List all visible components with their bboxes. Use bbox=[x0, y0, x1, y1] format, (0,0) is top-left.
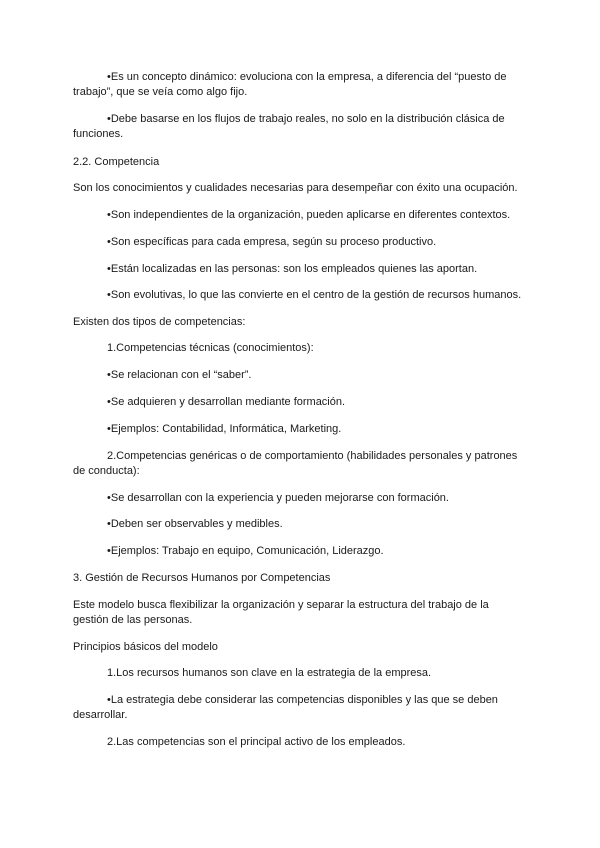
bullet-strategy: •La estrategia debe considerar las competencias disponibles y las que se deben desarrollar. bbox=[73, 694, 498, 721]
bullet-evolutive: •Son evolutivas, lo que las convierte en el centro de la gestión de recursos humanos. bbox=[107, 289, 522, 301]
bullet-formacion: •Se adquieren y desarrollan mediante formación. bbox=[107, 396, 346, 408]
list-item-generic-competencies: 2.Competencias genéricas o de comportamiento (habilidades personales y patrones de conducta): bbox=[73, 450, 518, 477]
list-item-principle-2: 2.Las competencias son el principal activo de los empleados. bbox=[107, 736, 406, 748]
bullet-real-workflows: •Debe basarse en los flujos de trabajo reales, no solo en la distribución clásica de funciones. bbox=[73, 113, 505, 140]
list-item-principle-1: 1.Los recursos humanos son clave en la estrategia de la empresa. bbox=[107, 667, 432, 679]
bullet-dynamic-concept: •Es un concepto dinámico: evoluciona con la empresa, a diferencia del “puesto de trabajo”, que se veía como algo fijo. bbox=[73, 71, 507, 98]
bullet-examples-technical: •Ejemplos: Contabilidad, Informática, Marketing. bbox=[107, 423, 342, 435]
section-heading-competencia: 2.2. Competencia bbox=[73, 156, 160, 168]
bullet-located-in-people: •Están localizadas en las personas: son los empleados quienes las aportan. bbox=[107, 263, 478, 275]
section-heading-gestion: 3. Gestión de Recursos Humanos por Competencias bbox=[73, 572, 331, 584]
paragraph-competencia-definition: Son los conocimientos y cualidades necesarias para desempeñar con éxito una ocupación. bbox=[73, 182, 518, 194]
paragraph-two-types: Existen dos tipos de competencias: bbox=[73, 316, 246, 328]
bullet-saber: •Se relacionan con el “saber”. bbox=[107, 369, 252, 381]
paragraph-model-description: Este modelo busca flexibilizar la organización y separar la estructura del trabajo de la gestión de las personas. bbox=[73, 599, 489, 626]
subheading-principles: Principios básicos del modelo bbox=[73, 641, 218, 653]
bullet-specific: •Son específicas para cada empresa, según su proceso productivo. bbox=[107, 236, 437, 248]
list-item-technical-competencies: 1.Competencias técnicas (conocimientos): bbox=[107, 342, 314, 354]
bullet-experience: •Se desarrollan con la experiencia y pueden mejorarse con formación. bbox=[107, 492, 449, 504]
bullet-examples-generic: •Ejemplos: Trabajo en equipo, Comunicación, Liderazgo. bbox=[107, 545, 384, 557]
bullet-observable: •Deben ser observables y medibles. bbox=[107, 518, 283, 530]
bullet-independent: •Son independientes de la organización, pueden aplicarse en diferentes contextos. bbox=[107, 209, 511, 221]
